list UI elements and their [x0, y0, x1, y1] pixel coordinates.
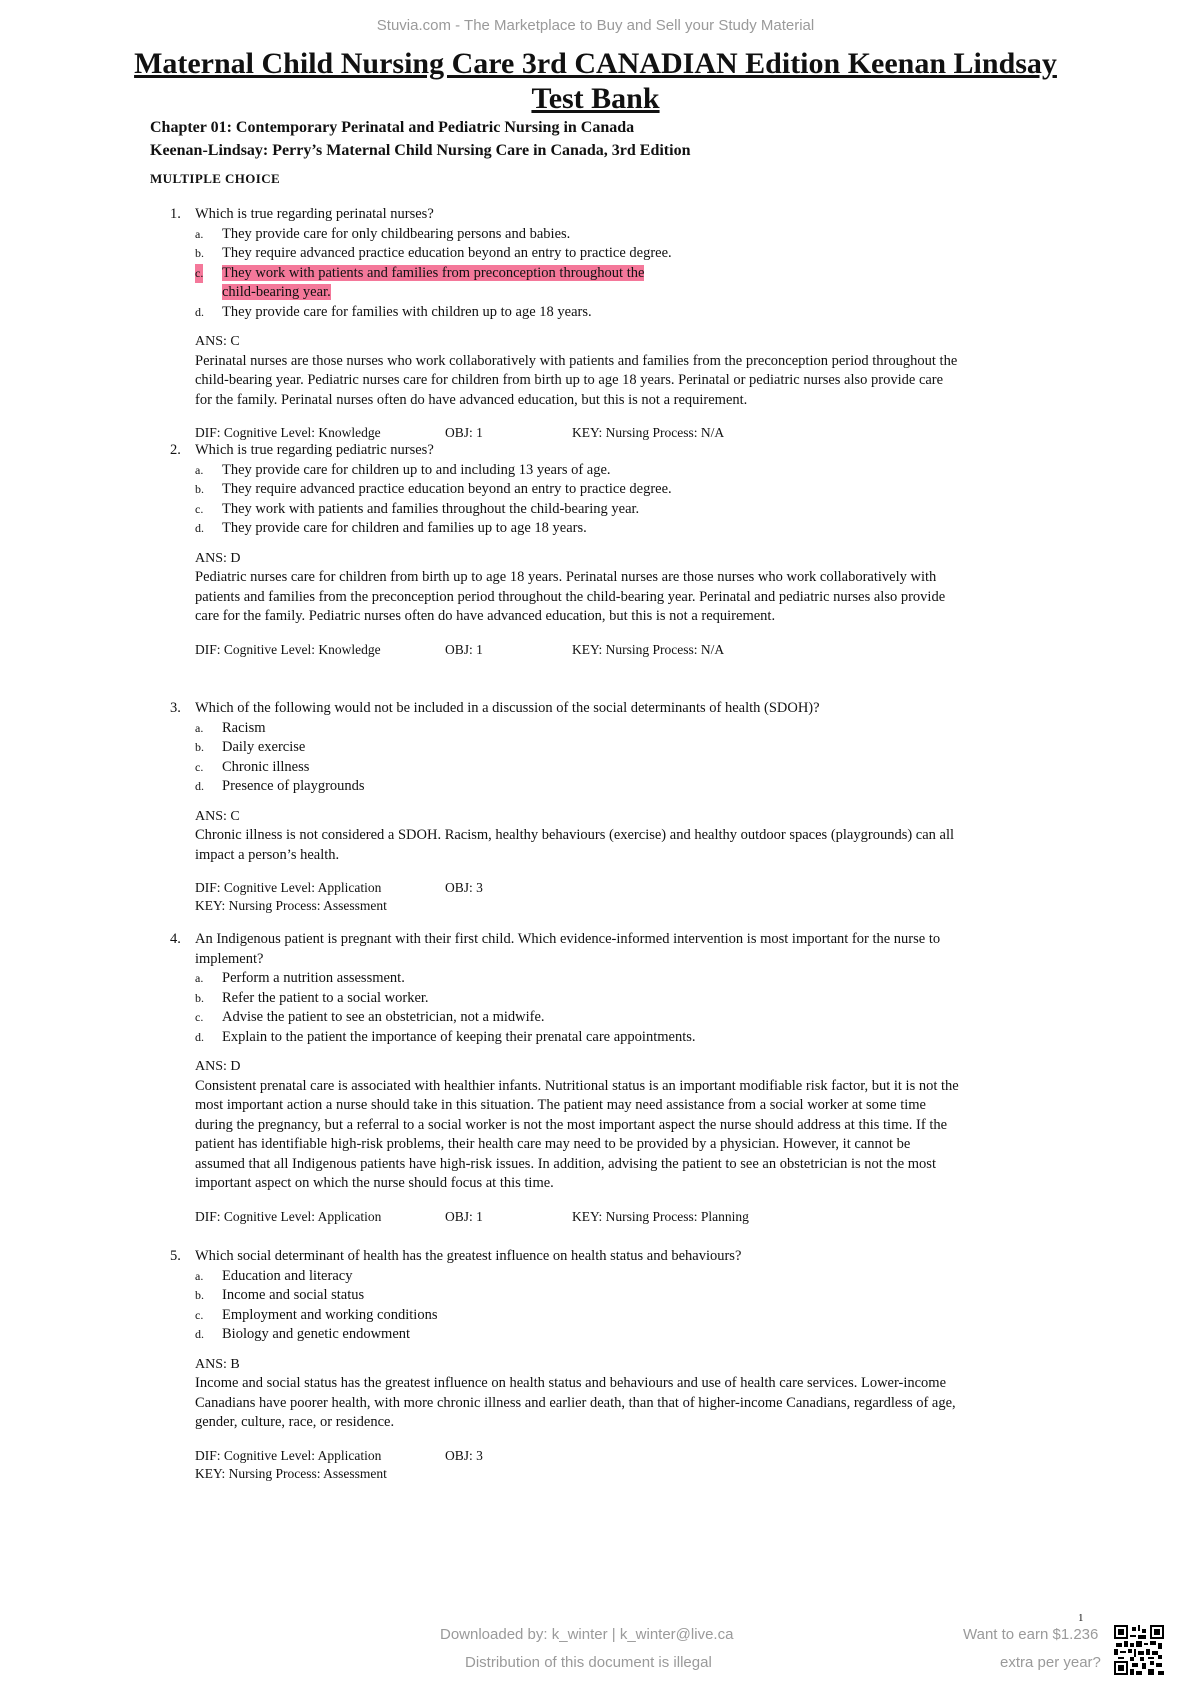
question-number: 2.	[170, 442, 181, 458]
answer-key: ANS: B	[195, 1356, 240, 1372]
answer-key: ANS: D	[195, 550, 241, 566]
option-b: b. They require advanced practice education beyond an entry to practice degree.	[195, 245, 672, 261]
question-text: An Indigenous patient is pregnant with their first child. Which evidence-informed intervention is most important for the nurse to	[195, 931, 941, 947]
question-5	[170, 1247, 1090, 1484]
option-b: b. Daily exercise	[195, 739, 306, 755]
option-a: a. Racism	[195, 719, 266, 736]
question-meta: DIF: Cognitive Level: Knowledge OBJ: 1 KEY: Nursing Process: N/A	[195, 425, 725, 440]
option-b: b. Refer the patient to a social worker.	[195, 989, 429, 1006]
option-b: b. They require advanced practice education beyond an entry to practice degree.	[195, 481, 672, 497]
question-1	[170, 205, 1090, 443]
question-number: 1.	[170, 206, 181, 222]
question-text: Which is true regarding pediatric nurses?	[195, 442, 434, 458]
question-2	[170, 441, 1090, 660]
section-label: MULTIPLE CHOICE	[150, 171, 281, 186]
option-d: d. They provide care for children and families up to age 18 years.	[195, 520, 587, 536]
option-d: d. Explain to the patient the importance of keeping their prenatal care appointments.	[195, 1028, 696, 1045]
rationale: Income and social status has the greatest influence on health status and behaviours and use of health care services. Lower-income Canadians have poorer health, with more chronic illness and earlier death, than that of higher-income Canadians, regardless of age, gender, culture, race, or residence.	[195, 1375, 956, 1430]
rationale: Consistent prenatal care is associated with healthier infants. Nutritional status is an important modifiable risk factor, but it is not the most important action a nurse should take in this situation. The patient may need assistance from a social worker at some time during the pregnancy, but a referral to a social worker is not the most important aspect the nurse should address at this time. If the patient has identifiable high-risk problems, their health care may need to be provided by a physician. However, it cannot be assumed that all Indigenous patients have high-risk issues. In addition, advising the patient to see an obstetrician is not the most important aspect on which the nurse should focus at this time.	[195, 1077, 959, 1191]
option-a: a. Education and literacy	[195, 1267, 353, 1284]
option-b: b. Income and social status	[195, 1287, 365, 1303]
answer-key: ANS: C	[195, 334, 240, 349]
question-meta: DIF: Cognitive Level: Application OBJ: 3 KEY: Nursing Process: Assessment	[195, 880, 483, 913]
option-d: d. Biology and genetic endowment	[195, 1326, 411, 1342]
question-number: 5.	[170, 1248, 181, 1264]
question-text: Which of the following would not be included in a discussion of the social determinants of health (SDOH)?	[195, 700, 820, 716]
question-text: Which is true regarding perinatal nurses?	[195, 206, 434, 222]
option-c: c. They work with patients and families throughout the child-bearing year.	[195, 500, 640, 517]
rationale: Perinatal nurses are those nurses who work collaboratively with patients and families from the preconception period throughout the child-bearing year. Pediatric nurses care for children from birth up to age 18 years. Perinatal or pediatric nurses also provide care for the family. Perinatal nurses often do have advanced education, but this is not a requirement.	[195, 352, 958, 408]
answer-key: ANS: D	[195, 1059, 241, 1074]
option-a: a. They provide care for children up to and including 13 years of age.	[195, 461, 611, 478]
rationale: Pediatric nurses care for children from birth up to age 18 years. Perinatal nurses are those nurses who work collaboratively with patients and families from the preconception period throughout the child-bearing year. Perinatal and pediatric nurses also provide care for the family. Pediatric nurses often do have advanced education, but this is not a requirement.	[195, 569, 946, 624]
distribution-notice: Distribution of this document is illegal	[465, 1654, 712, 1671]
question-meta: DIF: Cognitive Level: Application OBJ: 3 KEY: Nursing Process: Assessment	[195, 1447, 483, 1481]
option-c: c. Employment and working conditions	[195, 1306, 438, 1323]
highlighted-answer-line: They work with patients and families from preconception throughout the	[222, 264, 645, 281]
question-text: Which social determinant of health has the greatest influence on health status and behaviours?	[195, 1248, 742, 1264]
option-a: a. Perform a nutrition assessment.	[195, 970, 405, 986]
question-number: 3.	[170, 700, 181, 716]
question-number: 4.	[170, 931, 181, 947]
question-4: 4. An Indigenous patient is pregnant with their first child. Which evidence-informed intervention is most important for the nurse to implement? a. Perform a nutrition assessment. b. Refer the patient to a social worker. c. Advise the patient to see an obstetrician, not a midwife. d. Explain to the patient the importance of keeping their prenatal care appointments. ANS: D Consistent prenatal care is associated with healthier infants. Nutritional status is an important modifiable risk factor, but it is not the most important action a nurse should take in this situation. The patient may need assistance from a social worker at some time during the pregnancy, but a referral to a social worker is not the most important aspect the nurse should address at this time. If the patient has identifiable high-risk problems, their health care may need to be provided by a physician. However, it cannot be assumed that all Indigenous patients have high-risk issues. In addition, advising the patient to see an obstetrician is not the most important aspect on which the nurse should focus at this time. DIF: Cognitive Level: Application OBJ: 1 KEY: Nursing Process: Planning	[170, 930, 1090, 1227]
document-title-line: Maternal Child Nursing Care 3rd CANADIAN Edition Keenan Lindsay	[134, 47, 1057, 80]
option-c: c. Chronic illness	[195, 758, 310, 775]
earn-promo-line1[interactable]: Want to earn $1.236	[963, 1626, 1099, 1643]
page-number: 1	[1078, 1612, 1084, 1624]
question-3	[170, 699, 1090, 916]
answer-key: ANS: C	[195, 808, 240, 824]
chapter-heading: Chapter 01: Contemporary Perinatal and Pediatric Nursing in Canada	[150, 119, 635, 136]
qr-code-icon[interactable]	[1114, 1625, 1164, 1675]
highlighted-answer-line: child-bearing year.	[222, 284, 331, 300]
option-d: d. They provide care for families with children up to age 18 years.	[195, 303, 592, 320]
document-title	[100, 46, 1091, 116]
option-a: a. They provide care for only childbearing persons and babies.	[195, 225, 571, 242]
option-d: d. Presence of playgrounds	[195, 778, 365, 794]
option-c: c. Advise the patient to see an obstetrician, not a midwife.	[195, 1009, 545, 1025]
question-meta: DIF: Cognitive Level: Knowledge OBJ: 1 KEY: Nursing Process: N/A	[195, 641, 725, 657]
earn-promo-line2[interactable]: extra per year?	[1000, 1654, 1101, 1671]
option-c-highlighted: c. They work with patients and families from preconception throughout the	[170, 264, 1090, 284]
downloaded-by-text: Downloaded by: k_winter | k_winter@live.ca	[440, 1626, 734, 1643]
book-heading: Keenan-Lindsay: Perry’s Maternal Child Nursing Care in Canada, 3rd Edition	[150, 142, 691, 159]
question-meta: DIF: Cognitive Level: Application OBJ: 1 KEY: Nursing Process: Planning	[195, 1208, 749, 1224]
document-title-line: Test Bank	[531, 82, 660, 115]
rationale: Chronic illness is not considered a SDOH. Racism, healthy behaviours (exercise) and healthy outdoor spaces (playgrounds) can all impact a person’s health.	[195, 827, 955, 863]
top-banner: Stuvia.com - The Marketplace to Buy and Sell your Study Material	[376, 17, 815, 34]
